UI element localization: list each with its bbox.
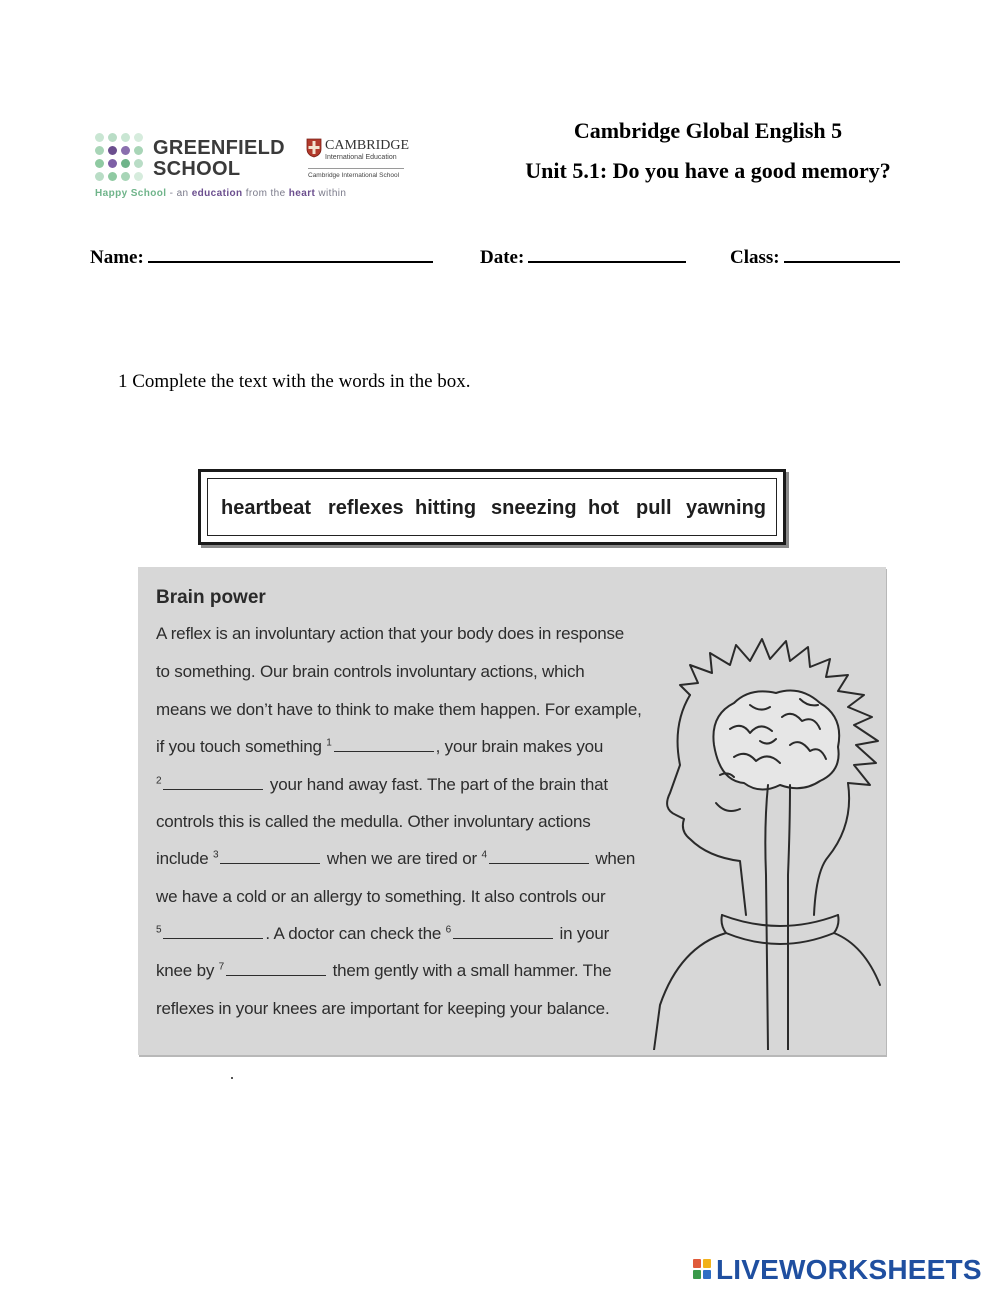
cambridge-logo-text	[325, 139, 409, 162]
passage-line: A reflex is an involuntary action that your body does in response	[156, 624, 625, 643]
cambridge-sub: International Education	[325, 154, 397, 161]
passage-line	[156, 737, 603, 757]
tagline-part: from the	[242, 188, 289, 199]
passage-line	[156, 961, 611, 981]
gap-number: 3	[213, 849, 219, 861]
answer-gap-6[interactable]	[453, 924, 553, 939]
tagline-part: education	[191, 188, 243, 199]
class-field	[730, 243, 900, 269]
passage-text: if you touch something	[156, 737, 327, 756]
name-field	[90, 243, 433, 269]
passage-text: in your	[554, 924, 610, 943]
word-box-item: heartbeat	[221, 497, 312, 519]
answer-gap-1[interactable]	[334, 737, 434, 752]
liveworksheets-brand[interactable]: LIVEWORKSHEETS	[716, 1254, 982, 1285]
answer-gap-4[interactable]	[489, 849, 589, 864]
gap-number: 1	[326, 737, 332, 749]
name-label: Name:	[90, 247, 144, 268]
passage-line	[156, 849, 635, 869]
liveworksheets-logo-icon	[693, 1259, 713, 1281]
passage-line	[156, 924, 609, 944]
boy-brain-illustration	[650, 625, 886, 1050]
stray-mark	[231, 1077, 233, 1079]
school-name-line2: SCHOOL	[153, 158, 241, 180]
word-box-item: hitting	[415, 497, 477, 519]
passage-text: your hand away fast. The part of the brain that	[265, 775, 608, 794]
passage-line: means we don’t have to think to make them happen. For example,	[156, 700, 642, 719]
school-name	[153, 138, 285, 180]
answer-gap-3[interactable]	[220, 849, 320, 864]
word-box-item: reflexes	[328, 497, 404, 519]
instruction: 1 Complete the text with the words in the box.	[118, 371, 471, 392]
answer-gap-7[interactable]	[226, 961, 326, 976]
greenfield-logo-icon	[95, 133, 145, 183]
logo-divider	[308, 168, 404, 169]
passage-text: include	[156, 849, 213, 868]
passage-line	[156, 775, 608, 795]
passage-line: reflexes in your knees are important for keeping your balance.	[156, 999, 610, 1018]
date-input[interactable]	[528, 243, 686, 263]
passage-text: , your brain makes you	[435, 737, 604, 756]
tagline-part: - an	[166, 188, 192, 199]
passage-text: when	[590, 849, 636, 868]
page-subtitle: Unit 5.1: Do you have a good memory?	[525, 158, 891, 183]
school-tagline	[95, 188, 346, 199]
school-name-line1: GREENFIELD	[153, 137, 285, 159]
passage-text: knee by	[156, 961, 219, 980]
passage-title: Brain power	[156, 587, 266, 608]
gap-number: 7	[218, 961, 225, 973]
passage-text: . A doctor can check the	[265, 924, 446, 943]
answer-gap-5[interactable]	[163, 924, 263, 939]
passage-text: them gently with a small hammer. The	[328, 961, 612, 980]
date-label: Date:	[480, 247, 525, 268]
gap-number: 4	[481, 849, 487, 861]
gap-number: 2	[156, 775, 162, 787]
name-input[interactable]	[148, 243, 433, 263]
passage-line: to something. Our brain controls involuntary actions, which	[156, 662, 585, 681]
cambridge-school-label: Cambridge International School	[308, 172, 400, 179]
tagline-part: Happy School	[95, 188, 167, 199]
cambridge-name: CAMBRIDGE	[325, 138, 410, 153]
tagline-part: within	[315, 188, 347, 199]
cambridge-shield-icon	[306, 138, 322, 158]
class-input[interactable]	[784, 243, 900, 263]
date-field	[480, 243, 686, 269]
word-box-item: yawning	[686, 497, 767, 519]
passage-text: when we are tired or	[322, 849, 482, 868]
class-label: Class:	[730, 247, 780, 268]
page-title: Cambridge Global English 5	[573, 118, 843, 143]
word-box-item: hot	[588, 497, 620, 519]
word-box-item: sneezing	[491, 497, 577, 519]
gap-number: 5	[156, 924, 162, 936]
gap-number: 6	[445, 924, 451, 936]
answer-gap-2[interactable]	[163, 775, 263, 790]
passage-line: we have a cold or an allergy to something. It also controls our	[156, 887, 606, 906]
tagline-part: heart	[288, 188, 316, 199]
passage-line: controls this is called the medulla. Other involuntary actions	[156, 812, 591, 831]
word-box-item: pull	[636, 497, 672, 519]
